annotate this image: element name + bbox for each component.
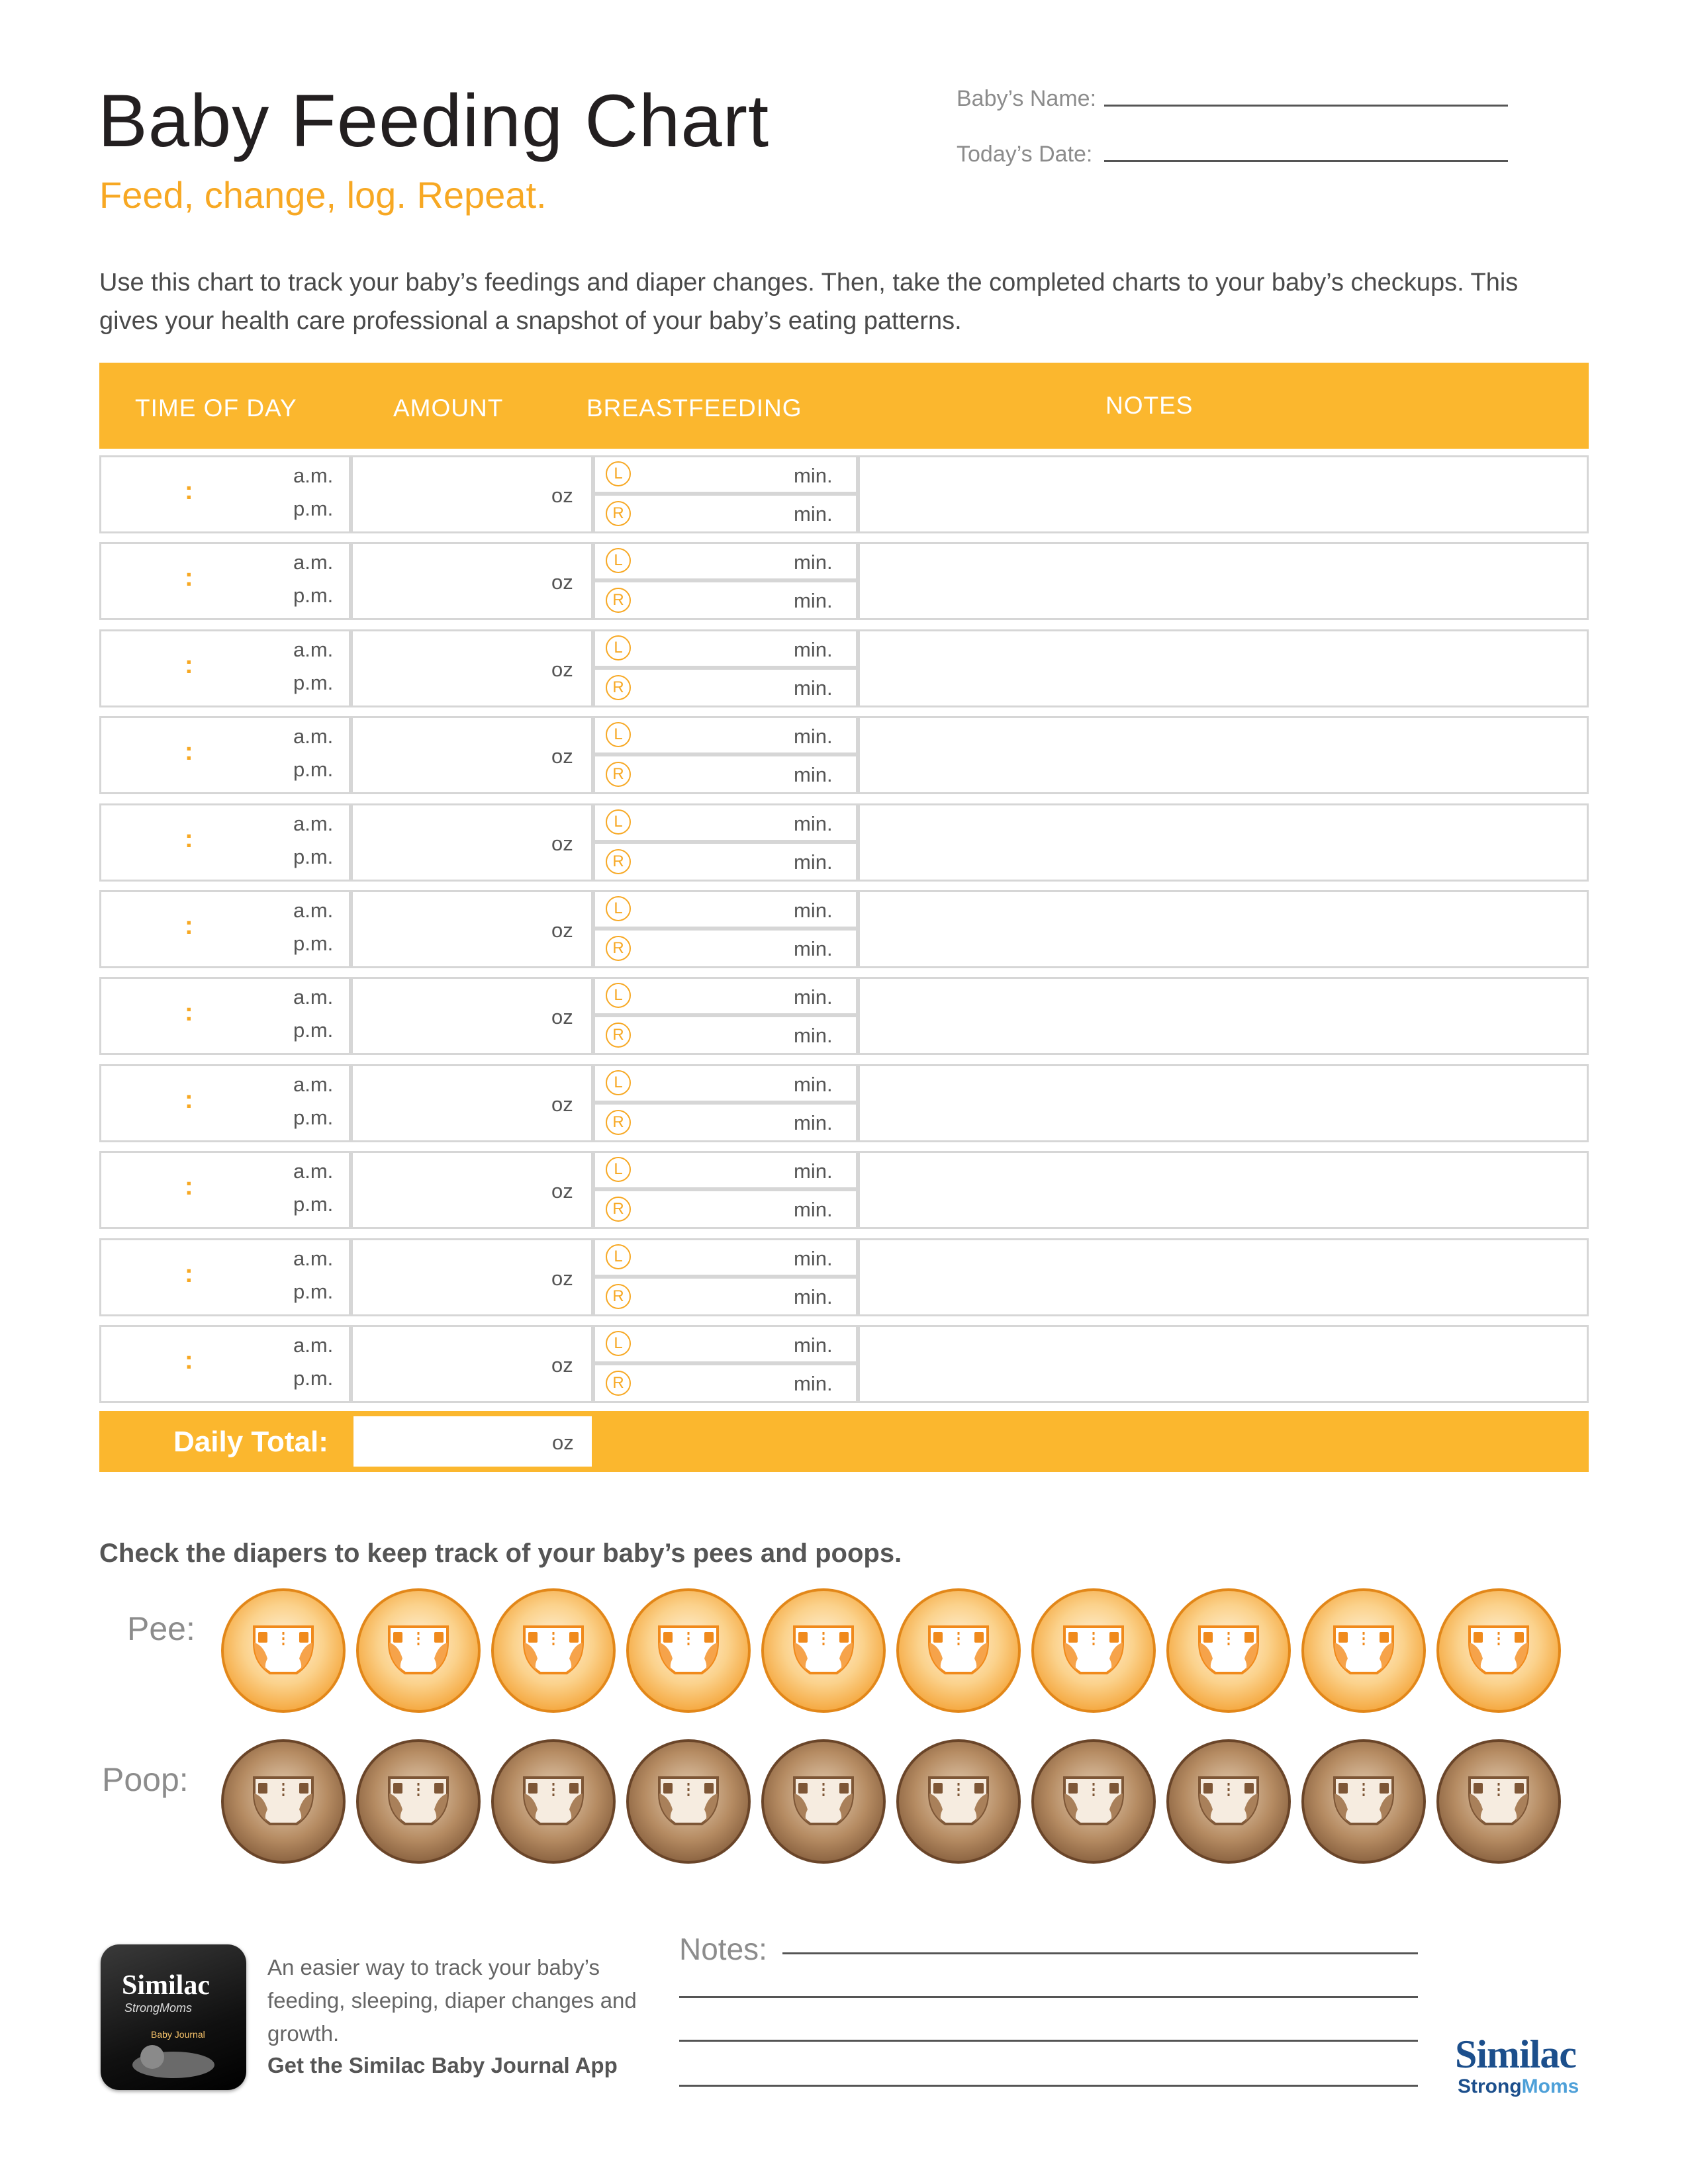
baby-photo-icon (101, 1944, 246, 2090)
left-breast-icon: L (606, 809, 631, 835)
minutes-unit: min. (794, 1372, 833, 1395)
pee-diaper-checkbox[interactable] (761, 1588, 886, 1713)
minutes-unit: min. (794, 1246, 833, 1270)
amount-field[interactable] (351, 1151, 593, 1229)
table-row (99, 977, 1589, 1054)
pee-diaper-checkbox[interactable] (896, 1588, 1021, 1713)
time-of-day-field[interactable] (99, 977, 351, 1055)
daily-total-label: Daily Total: (173, 1426, 328, 1458)
left-breast-icon: L (606, 896, 631, 921)
time-of-day-field[interactable] (99, 890, 351, 968)
notes-field[interactable] (858, 455, 1589, 533)
breastfeeding-right-field[interactable] (593, 1015, 858, 1055)
amount-unit: oz (551, 570, 573, 594)
diaper-icon (520, 1774, 586, 1829)
notes-field[interactable] (858, 977, 1589, 1055)
breastfeeding-left-field[interactable] (593, 803, 858, 842)
poop-diaper-checkbox[interactable] (1031, 1739, 1156, 1864)
breastfeeding-right-field[interactable] (593, 929, 858, 968)
app-icon-sub: StrongMoms (124, 2001, 193, 2015)
amount-unit: oz (551, 1092, 573, 1116)
amount-unit: oz (551, 745, 573, 768)
time-of-day-field[interactable] (99, 716, 351, 794)
strongmoms-logo (1458, 2075, 1579, 2098)
diaper-icon (250, 1623, 316, 1678)
diaper-icon (1466, 1623, 1532, 1678)
right-breast-icon: R (606, 1110, 631, 1135)
notes-field[interactable] (858, 1064, 1589, 1142)
table-row (99, 1325, 1589, 1402)
amount-unit: oz (551, 657, 573, 681)
am-option[interactable]: a.m. (293, 1246, 334, 1270)
left-breast-icon: L (606, 635, 631, 660)
diaper-icon (1196, 1774, 1262, 1829)
minutes-unit: min. (794, 464, 833, 487)
amount-field[interactable] (351, 1325, 593, 1403)
time-of-day-field[interactable] (99, 629, 351, 707)
pm-option[interactable]: p.m. (293, 584, 334, 608)
notes-line[interactable] (679, 2040, 1418, 2042)
breastfeeding-right-field[interactable] (593, 1189, 858, 1229)
time-colon: : (185, 999, 193, 1027)
minutes-unit: min. (794, 1198, 833, 1222)
right-breast-icon: R (606, 936, 631, 961)
notes-field[interactable] (858, 803, 1589, 882)
time-of-day-field[interactable] (99, 542, 351, 620)
diaper-icon (385, 1623, 451, 1678)
amount-field[interactable] (351, 542, 593, 620)
breastfeeding-right-field[interactable] (593, 494, 858, 533)
logo-moms: Moms (1521, 2075, 1579, 2097)
minutes-unit: min. (794, 1160, 833, 1183)
right-breast-icon: R (606, 588, 631, 613)
left-breast-icon: L (606, 1331, 631, 1356)
breastfeeding-left-field[interactable] (593, 716, 858, 754)
notes-field[interactable] (858, 542, 1589, 620)
time-colon: : (185, 564, 193, 592)
pee-diaper-checkbox[interactable] (1031, 1588, 1156, 1713)
time-colon: : (185, 912, 193, 940)
minutes-unit: min. (794, 985, 833, 1009)
amount-unit: oz (551, 831, 573, 855)
amount-unit: oz (551, 1005, 573, 1029)
time-colon: : (185, 738, 193, 766)
pee-diaper-checkbox[interactable] (1301, 1588, 1426, 1713)
daily-total-field[interactable] (353, 1416, 592, 1467)
poop-diaper-checkbox[interactable] (1436, 1739, 1561, 1864)
right-breast-icon: R (606, 501, 631, 526)
app-promo-text: An easier way to track your baby’s feeding, sleeping, diaper changes and growth. (267, 1955, 637, 2046)
am-option[interactable]: a.m. (293, 985, 334, 1009)
time-of-day-field[interactable] (99, 1238, 351, 1316)
diaper-icon (925, 1774, 992, 1829)
poop-diaper-checkbox[interactable] (896, 1739, 1021, 1864)
minutes-unit: min. (794, 676, 833, 700)
intro-text: Use this chart to track your baby’s feedings and diaper changes. Then, take the completed charts to your baby’s checkups. This gives your health care professional a snapshot of your baby’s eating patterns. (99, 269, 1519, 335)
notes-field[interactable] (858, 890, 1589, 968)
poop-diaper-checkbox[interactable] (491, 1739, 616, 1864)
minutes-unit: min. (794, 1334, 833, 1357)
page-subtitle: Feed, change, log. Repeat. (99, 174, 547, 216)
pee-diaper-checkbox[interactable] (626, 1588, 751, 1713)
notes-line[interactable] (782, 1952, 1418, 1954)
amount-field[interactable] (351, 803, 593, 882)
diaper-icon (385, 1774, 451, 1829)
notes-field[interactable] (858, 716, 1589, 794)
col-breastfeeding: BREASTFEEDING (586, 394, 802, 422)
breastfeeding-left-field[interactable] (593, 542, 858, 580)
right-breast-icon: R (606, 762, 631, 787)
breastfeeding-right-field[interactable] (593, 1103, 858, 1142)
minutes-unit: min. (794, 725, 833, 749)
minutes-unit: min. (794, 1072, 833, 1096)
daily-total-bar (99, 1411, 1589, 1472)
minutes-unit: min. (794, 589, 833, 613)
amount-field[interactable] (351, 977, 593, 1055)
page-title: Baby Feeding Chart (98, 79, 770, 162)
minutes-unit: min. (794, 850, 833, 874)
diaper-icon (1466, 1774, 1532, 1829)
time-colon: : (185, 651, 193, 679)
am-option[interactable]: a.m. (293, 551, 334, 574)
time-colon: : (185, 477, 193, 505)
am-option[interactable]: a.m. (293, 811, 334, 835)
minutes-unit: min. (794, 551, 833, 574)
table-row (99, 803, 1589, 880)
time-of-day-field[interactable] (99, 803, 351, 882)
left-breast-icon: L (606, 983, 631, 1008)
minutes-unit: min. (794, 937, 833, 960)
amount-field[interactable] (351, 1238, 593, 1316)
diaper-icon (1060, 1623, 1127, 1678)
col-notes: NOTES (1105, 392, 1194, 419)
right-breast-icon: R (606, 1023, 631, 1048)
breastfeeding-left-field[interactable] (593, 1151, 858, 1189)
pm-option[interactable]: p.m. (293, 844, 334, 868)
amount-field[interactable] (351, 890, 593, 968)
breastfeeding-right-field[interactable] (593, 842, 858, 882)
table-row (99, 1238, 1589, 1315)
diaper-instructions: Check the diapers to keep track of your baby’s pees and poops. (99, 1539, 902, 1568)
pm-option[interactable]: p.m. (293, 1019, 334, 1042)
am-option[interactable]: a.m. (293, 1072, 334, 1096)
time-colon: : (185, 1173, 193, 1201)
right-breast-icon: R (606, 1371, 631, 1396)
app-icon-brand: Similac (122, 1970, 210, 2001)
pee-diaper-checkbox[interactable] (491, 1588, 616, 1713)
minutes-unit: min. (794, 763, 833, 787)
diaper-icon (250, 1774, 316, 1829)
am-option[interactable]: a.m. (293, 899, 334, 922)
poop-diaper-checkbox[interactable] (356, 1739, 481, 1864)
todays-date-label: Today’s Date: (957, 142, 1093, 167)
right-breast-icon: R (606, 849, 631, 874)
breastfeeding-right-field[interactable] (593, 1363, 858, 1403)
diaper-icon (790, 1774, 857, 1829)
app-cta[interactable]: Get the Similac Baby Journal App (267, 2053, 618, 2077)
amount-unit: oz (551, 484, 573, 507)
amount-field[interactable] (351, 629, 593, 707)
breastfeeding-left-field[interactable] (593, 629, 858, 668)
amount-unit: oz (551, 1353, 573, 1377)
pm-option[interactable]: p.m. (293, 758, 334, 782)
left-breast-icon: L (606, 1244, 631, 1269)
minutes-unit: min. (794, 1111, 833, 1134)
pm-option[interactable]: p.m. (293, 1279, 334, 1303)
breastfeeding-left-field[interactable] (593, 1064, 858, 1103)
breastfeeding-right-field[interactable] (593, 580, 858, 620)
left-breast-icon: L (606, 548, 631, 573)
diaper-icon (1196, 1623, 1262, 1678)
right-breast-icon: R (606, 1284, 631, 1309)
poop-diaper-checkbox[interactable] (1166, 1739, 1291, 1864)
notes-field[interactable] (858, 1151, 1589, 1229)
table-row (99, 455, 1589, 532)
right-breast-icon: R (606, 1197, 631, 1222)
right-breast-icon: R (606, 675, 631, 700)
am-option[interactable]: a.m. (293, 464, 334, 487)
pm-option[interactable]: p.m. (293, 1105, 334, 1129)
notes-field[interactable] (858, 1238, 1589, 1316)
minutes-unit: min. (794, 1024, 833, 1048)
diaper-icon (790, 1623, 857, 1678)
diaper-icon (655, 1774, 722, 1829)
pm-option[interactable]: p.m. (293, 1367, 334, 1390)
breastfeeding-left-field[interactable] (593, 1238, 858, 1277)
diaper-icon (655, 1623, 722, 1678)
diaper-icon (1060, 1774, 1127, 1829)
notes-line[interactable] (679, 2085, 1418, 2087)
pm-option[interactable]: p.m. (293, 497, 334, 520)
time-of-day-field[interactable] (99, 1064, 351, 1142)
time-colon: : (185, 1347, 193, 1375)
table-row (99, 716, 1589, 793)
poop-label: Poop: (102, 1761, 189, 1798)
daily-total-unit: oz (552, 1431, 574, 1454)
pm-option[interactable]: p.m. (293, 670, 334, 694)
left-breast-icon: L (606, 1070, 631, 1095)
pm-option[interactable]: p.m. (293, 932, 334, 955)
time-colon: : (185, 1259, 193, 1288)
breastfeeding-left-field[interactable] (593, 977, 858, 1015)
am-option[interactable]: a.m. (293, 725, 334, 749)
poop-diaper-checkbox[interactable] (761, 1739, 886, 1864)
amount-field[interactable] (351, 716, 593, 794)
amount-unit: oz (551, 919, 573, 942)
time-colon: : (185, 825, 193, 853)
table-row (99, 1151, 1589, 1228)
pee-diaper-checkbox[interactable] (1166, 1588, 1291, 1713)
pee-diaper-checkbox[interactable] (1436, 1588, 1561, 1713)
minutes-unit: min. (794, 502, 833, 525)
am-option[interactable]: a.m. (293, 1334, 334, 1357)
am-option[interactable]: a.m. (293, 637, 334, 661)
amount-unit: oz (551, 1179, 573, 1203)
time-of-day-field[interactable] (99, 1151, 351, 1229)
babys-name-label: Baby’s Name: (957, 86, 1097, 111)
time-of-day-field[interactable] (99, 1325, 351, 1403)
left-breast-icon: L (606, 461, 631, 486)
table-row (99, 1064, 1589, 1141)
similac-logo: Similac (1455, 2032, 1576, 2076)
babys-name-field[interactable] (1104, 105, 1508, 107)
breastfeeding-left-field[interactable] (593, 1325, 858, 1363)
pm-option[interactable]: p.m. (293, 1193, 334, 1216)
time-of-day-field[interactable] (99, 455, 351, 533)
app-icon[interactable] (101, 1944, 246, 2090)
diaper-icon (1331, 1774, 1397, 1829)
amount-field[interactable] (351, 455, 593, 533)
col-time-of-day: TIME OF DAY (135, 394, 297, 422)
minutes-unit: min. (794, 637, 833, 661)
breastfeeding-left-field[interactable] (593, 455, 858, 494)
app-icon-journal: Baby Journal (151, 2029, 205, 2040)
notes-line[interactable] (679, 1996, 1418, 1998)
breastfeeding-left-field[interactable] (593, 890, 858, 929)
notes-label: Notes: (679, 1932, 767, 1966)
am-option[interactable]: a.m. (293, 1160, 334, 1183)
notes-field[interactable] (858, 1325, 1589, 1403)
left-breast-icon: L (606, 722, 631, 747)
minutes-unit: min. (794, 811, 833, 835)
pee-label: Pee: (127, 1610, 195, 1647)
poop-diaper-checkbox[interactable] (1301, 1739, 1426, 1864)
left-breast-icon: L (606, 1157, 631, 1182)
breastfeeding-right-field[interactable] (593, 754, 858, 794)
diaper-icon (925, 1623, 992, 1678)
breastfeeding-right-field[interactable] (593, 1277, 858, 1316)
logo-strong: Strong (1458, 2075, 1522, 2097)
poop-diaper-checkbox[interactable] (626, 1739, 751, 1864)
pee-diaper-checkbox[interactable] (356, 1588, 481, 1713)
diaper-icon (520, 1623, 586, 1678)
table-header (99, 363, 1589, 449)
table-row (99, 542, 1589, 619)
time-colon: : (185, 1085, 193, 1114)
poop-diaper-checkbox[interactable] (221, 1739, 346, 1864)
table-row (99, 890, 1589, 967)
breastfeeding-right-field[interactable] (593, 668, 858, 707)
col-amount: AMOUNT (393, 394, 504, 422)
minutes-unit: min. (794, 1285, 833, 1308)
pee-diaper-checkbox[interactable] (221, 1588, 346, 1713)
diaper-icon (1331, 1623, 1397, 1678)
table-row (99, 629, 1589, 706)
notes-field[interactable] (858, 629, 1589, 707)
todays-date-field[interactable] (1104, 160, 1508, 162)
amount-field[interactable] (351, 1064, 593, 1142)
minutes-unit: min. (794, 899, 833, 922)
amount-unit: oz (551, 1266, 573, 1290)
